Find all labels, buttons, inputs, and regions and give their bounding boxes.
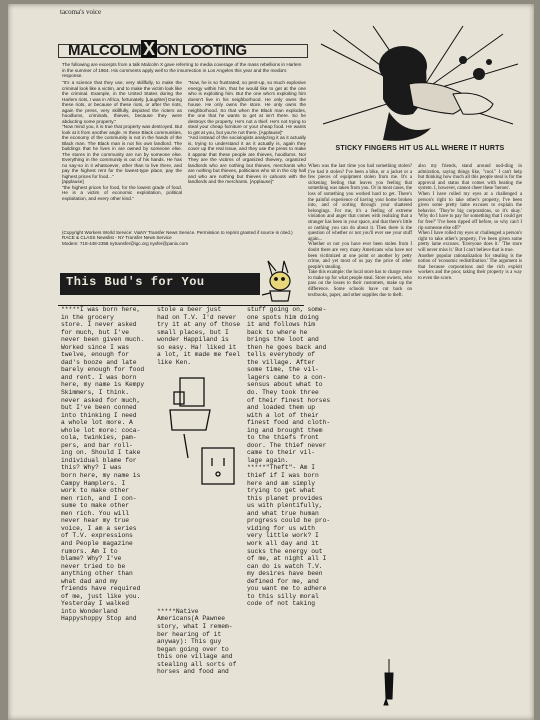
illustration-caption: STICKY FINGERS HIT US ALL WHERE IT HURTS	[335, 145, 505, 152]
buds-column-3: stuff going on, some- one spots him doing it and follows him back to where he brings the loot and then he goes back and tells everybody of the village. After some time, the vil- lagers came to a con- sensus about what to do. They took three of their finest horses and loaded them up with a lot of their finest food and cloth- ing and brought them to the thiefs front door. The thief never came to their vil- lage again. *****"Theft"- Am I thief if I was born here and am simply trying to get what this planet provides us with plentifully, and what true human progress could be pro- viding for us with very little work? I work all day and it sucks the energy out of me, at night all I can do is watch T.V. my desires have been defined for me, and you want me to adhere to this silly moral code of not taking	[247, 306, 331, 608]
sticky-fingers-illustration	[313, 24, 525, 160]
article-intro: The following are excerpts from a talk Malcolm X gave referring to media coverage of the mass rebellions in Harlem in the summer of 1964. His comments apply well to the insurrection in Los Angeles this year and the media's response.	[62, 62, 302, 79]
headline-x: X	[143, 39, 155, 59]
malcolm-column-2: "Now, he is so frustrated, so pent-up, so much explosive energy within him, that he would like to get at the one who is exploiting him. But the one who's exploiting him doesn't live in his neighborhood. He only owns the house. He only owns the store. He only owns the neighborhood. So that when the Black man explodes, the one that he wants to get at isn't there. So he destroys the property. He's not a thief. He's not trying to steal your cheap furniture or your cheap food. He wants to get at you, but you're not there. [Applause]" "And instead of the sociologists analyzing it as it actually is, trying to understand it as it actually is, again they cover up the real issue, and they use the press to make it appear that these people are thieves, hoodlums. No! They are the victims of organized thievery, organized landlords who are nothing but thieves, merchants who are nothing but thieves, politicians who sit in the city hall and who are nothing but thieves in cahoots with the landlords and the merchants. [Applause]"	[188, 80, 306, 184]
headline-right: ON LOOTING	[156, 42, 247, 59]
buds-column-1: *****I was born here, in the grocery store. I never asked for much, but I've never been given much. Worked since I was twelve, enough for dad's booze and late barely enough for food and rent. I was born here, my name is Kempy Skimmers, I think. never asked for much, but I've been conned into thinking I need a whole lot more. A whole lot more: coca- cola, twinkies, pam- pers, and bar roll- ing on. Should I take individual blame for this? Why? I was born here, my name is Campy Hamplers. I work to make other men rich, and I con- sume to make other men rich. You will never hear my true voice, I am a series of T.V. expressions and People magazine rumors. Am I to blame? Why? I've never tried to be anything other than what dad and my friends have required of me, just like you. Yesterday I walked into Wonderland Happyshoppy Stop and	[61, 306, 145, 623]
banner-title: This Bud's for You	[66, 275, 205, 289]
illustration-svg	[313, 24, 525, 144]
outlet-sketch	[198, 444, 238, 493]
outlet-sketch-icon	[198, 444, 238, 488]
newspaper-page	[8, 4, 534, 720]
article-headline	[68, 40, 247, 59]
bunny-sketch-icon	[258, 259, 302, 303]
theft-column-1: When was the last time you had something stolen? I've had it stolen? I've been a bike, or a jacket or a few pieces of equipment stolen from me. It's a sickening feeling that leaves you feeling that something was taken from you. Or in most cases, the loss of something you worked hard to get. There's the painful experience of having your home broken into, and of sorting through your shattered belongings. For me, it's a feeling of extreme violation and anger that comes with realizing that a stranger has been in your space, and that there's little or nothing you can do about it. Then there is the question of whether or not you'll ever see your stuff again... Whether or not you have ever been stolen from I doubt there are very many Americans who have not been victimized at one point or another by petty crime, and yet most of us pay the price of other people's stealing. Take this example: the local store has to charge more to make up for what people steal. Store owners, who pass on the losses to their customers, make up the difference. Some schools have cut back on textbooks, paper, and other supplies due to theft.	[308, 164, 412, 298]
copyright-credit: (Copyright Workers World Service: ViaNY Transfer News Service. Permission to reprint granted if source is cited.) RACE & CLASS Newslist - NY Transfer News Service Modem: 718-448-2358 nytransfer@igc.org nyxfer@panix.com	[62, 230, 293, 246]
malcolm-column-1: "It's a science that they use, very skillfully, to make the criminal look like a victim, and to make the victim look like the criminal. Example, in the United States during the Harlem riots, I was in Africa, fortunately. [Laughter] During these riots, or because of these riots, or after the riots, again the press, very skillfully, depicted the rioters as hoodlums, criminals, thieves, because they were abducting some property." "Now mind you, it is true that property was destroyed. But look at it from another angle. In these Black communities, the economy of the community is not in the hands of the Black man. The Black man is not his own landlord. The buildings that he lives in are owned by someone else. The stores in the community are run by someone else. Everything in the community is out of his hands. He has no say-so in it whatsoever, other than to live there, and pay the highest rent for the lowest-type place, pay the highest prices for food..." [applause] "the highest prices for food, for the lowest grade of food. He is a victim of economic exploitation, political exploitation, and every other kind."	[62, 80, 182, 201]
page-info: tacoma's voice	[60, 8, 102, 16]
theft-column-2: also my friends, stand around nod-ding in admiration, saying things like, "cool." I can't help but thinking how much all this people steal is for the approval and status that comes with beating the system. I, however, cannot cheer these 'heroes'. When I have rolled my eyes at a challenged a person's right to take other's property, I've been given some pretty lame excuses to explain the behavior. 'They're big corporations, so it's okay.' 'Why do I have to pay for something that I could get for free?' 'I've been ripped off before, so why can't I rip someone else off?' When I have rolled my eyes or challenged a person's right to take other's property, I've been given some pretty lame excuses. 'Everyone does it.' 'The store will never miss it.' But I can't believe that is true. Another popular rationalization for stealing is the notion of 'economic redistribution.' The argument is that because corporations and the rich exploit workers and the poor, taking their property is a way to even the score.	[418, 164, 522, 281]
headline-left: MALCOLM	[68, 42, 142, 59]
buds-for-you-banner	[58, 259, 304, 305]
hanging-figure-icon	[380, 659, 398, 707]
buds-column-2: stole a beer just had on T.V. I'd never try it at any of those small places, but I wonder Happiland is so easy. Ha! liked it a lot, it made me feel like Ken. *****Native Americans(A Pawnee story, what I remem- ber hearing of it anyway): This guy began going over to this one village and stealing all sorts of horses and food and	[157, 306, 241, 676]
column-rule	[58, 305, 304, 306]
